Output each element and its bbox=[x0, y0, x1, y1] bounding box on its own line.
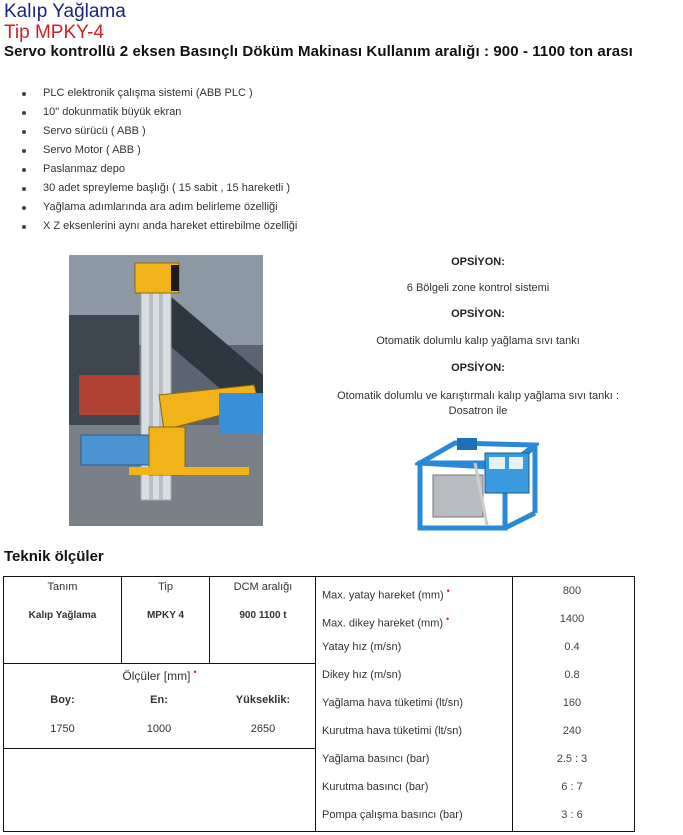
identity-value: Kalıp Yağlama bbox=[28, 610, 97, 621]
spec-row bbox=[316, 605, 634, 633]
spec-row bbox=[316, 633, 634, 661]
feature-item: PLC elektronik çalışma sistemi (ABB PLC ) bbox=[20, 84, 297, 103]
spec-value: 240 bbox=[562, 725, 582, 737]
feature-item: X Z eksenlerini aynı anda hareket ettirebilme özelliği bbox=[20, 217, 297, 236]
dimension-value: 1000 bbox=[146, 723, 172, 735]
option-text: 6 Bölgeli zone kontrol sistemi bbox=[406, 282, 550, 294]
spec-label: Kurutma basıncı (bar) bbox=[322, 781, 429, 793]
feature-item: Paslanmaz depo bbox=[20, 160, 297, 179]
machine-photo bbox=[69, 255, 263, 526]
spec-value: 800 bbox=[562, 585, 582, 597]
spec-row bbox=[316, 717, 634, 745]
identity-value: 900 1100 t bbox=[239, 610, 287, 621]
page-title: Kalıp Yağlama bbox=[4, 1, 126, 22]
dimension-header: Yükseklik: bbox=[235, 694, 291, 706]
section-title: Teknik ölçüler bbox=[4, 548, 104, 565]
model-title: Tip MPKY-4 bbox=[4, 22, 104, 43]
spec-label: Yağlama hava tüketimi (lt/sn) bbox=[322, 697, 464, 709]
dimension-header: Boy: bbox=[50, 694, 75, 706]
dimension-value: 2650 bbox=[250, 723, 276, 735]
feature-list bbox=[20, 84, 297, 236]
spec-row bbox=[316, 577, 634, 605]
identity-value: MPKY 4 bbox=[146, 610, 185, 621]
specifications-table bbox=[316, 576, 635, 832]
spec-label-text: Max. yatay hareket (mm) bbox=[322, 589, 444, 602]
spec-value: 6 : 7 bbox=[561, 781, 583, 793]
feature-item: Yağlama adımlarında ara adım belirleme özelliği bbox=[20, 198, 297, 217]
feature-item: 10" dokunmatik büyük ekran bbox=[20, 103, 297, 122]
feature-item: 30 adet spreyleme başlığı ( 15 sabit , 15 hareketli ) bbox=[20, 179, 297, 198]
required-marker: • bbox=[446, 586, 450, 596]
spec-value: 0.4 bbox=[564, 641, 580, 653]
spec-label: Dikey hız (m/sn) bbox=[322, 669, 402, 681]
spec-label: Yağlama basıncı (bar) bbox=[322, 753, 430, 765]
option-title: OPSİYON: bbox=[451, 308, 505, 320]
spec-row bbox=[316, 773, 634, 801]
spec-label: Kurutma hava tüketimi (lt/sn) bbox=[322, 725, 462, 737]
dimension-value: 1750 bbox=[50, 723, 75, 735]
column-header: Tanım bbox=[47, 581, 78, 593]
column-header: DCM aralığı bbox=[233, 581, 293, 593]
option-title: OPSİYON: bbox=[451, 362, 505, 374]
feature-item: Servo sürücü ( ABB ) bbox=[20, 122, 297, 141]
spec-row bbox=[316, 745, 634, 773]
spec-value: 3 : 6 bbox=[561, 809, 583, 821]
page-subtitle: Servo kontrollü 2 eksen Basınçlı Döküm Makinası Kullanım aralığı : 900 - 1100 ton arası bbox=[4, 43, 633, 60]
spec-value: 0.8 bbox=[564, 669, 580, 681]
spec-row bbox=[316, 689, 634, 717]
spec-label-text: Max. dikey hareket (mm) bbox=[322, 617, 444, 630]
spec-row bbox=[316, 801, 634, 829]
spec-value: 2.5 : 3 bbox=[556, 753, 588, 765]
dimensions-title-text: Ölçüler [mm] bbox=[122, 669, 191, 683]
dimensions-title bbox=[4, 667, 315, 683]
column-header: Tip bbox=[158, 581, 173, 593]
spec-row bbox=[316, 661, 634, 689]
dimension-header: En: bbox=[150, 694, 168, 706]
spec-label: Pompa çalışma basıncı (bar) bbox=[322, 809, 463, 821]
option-title: OPSİYON: bbox=[451, 256, 505, 268]
spec-label: Yatay hız (m/sn) bbox=[322, 641, 402, 653]
identity-and-dimensions-table bbox=[3, 576, 316, 832]
tank-photo bbox=[415, 433, 539, 533]
required-marker: • bbox=[446, 614, 450, 624]
spec-value: 1400 bbox=[559, 613, 585, 625]
spec-value: 160 bbox=[562, 697, 582, 709]
required-marker: • bbox=[193, 667, 197, 677]
option-text: Otomatik dolumlu ve karıştırmalı kalıp yağlama sıvı tankı : Dosatron ile bbox=[337, 390, 619, 417]
feature-item: Servo Motor ( ABB ) bbox=[20, 141, 297, 160]
option-text: Otomatik dolumlu kalıp yağlama sıvı tankı bbox=[376, 335, 580, 347]
